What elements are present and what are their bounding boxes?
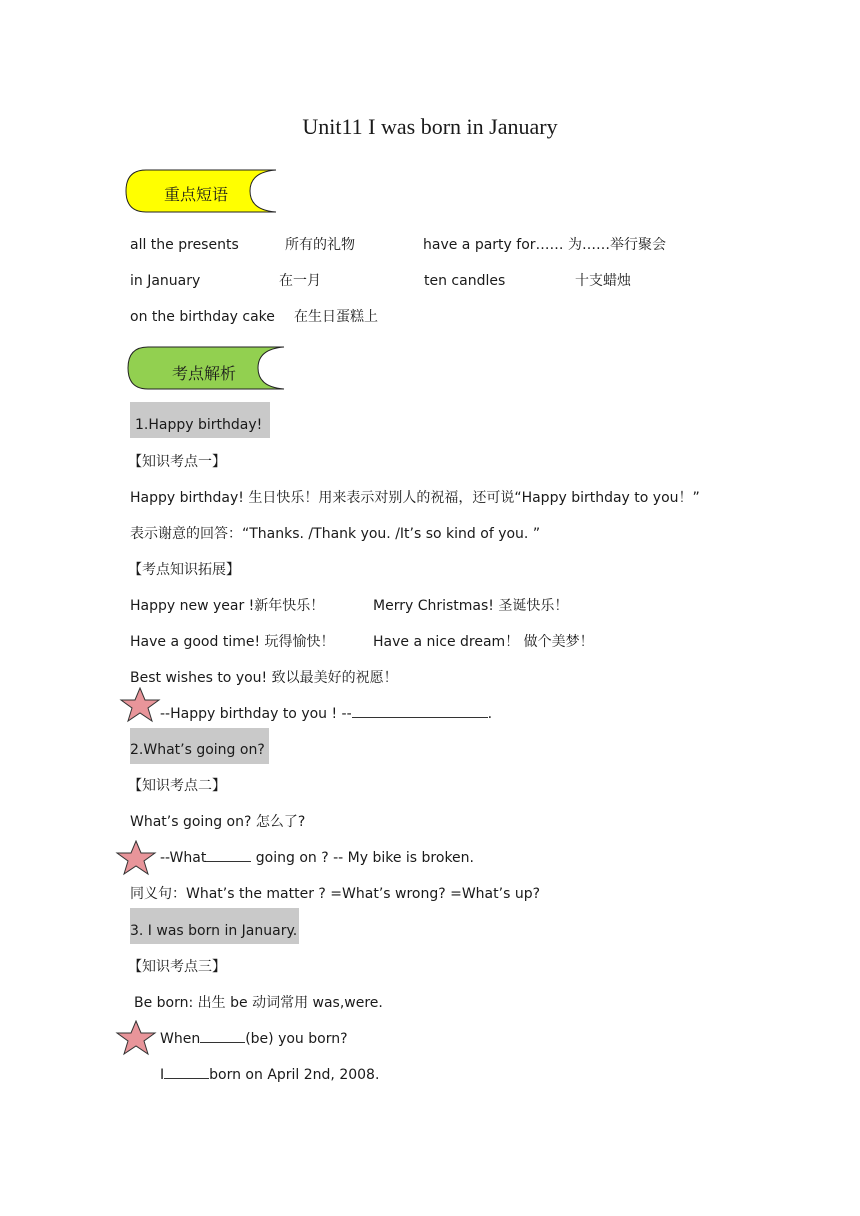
exercise-end: .	[487, 706, 493, 722]
explanation-line: Happy birthday! 生日快乐！用来表示对别人的祝福，还可说“Happy birthday to you！”	[130, 490, 700, 506]
explanation-line: What’s going on? 怎么了?	[130, 814, 306, 830]
phrase-zh: 十支蜡烛	[575, 273, 631, 289]
phrase-zh: 在生日蛋糕上	[294, 309, 378, 325]
point-tag: 【知识考点三】	[128, 959, 226, 975]
phrase-zh: 为……举行聚会	[568, 237, 666, 253]
exercise-text: I	[160, 1067, 165, 1083]
explanation-line: 表示谢意的回答：“Thanks. /Thank you. /It’s so kind of you. ”	[130, 526, 541, 542]
extension-item: Best wishes to you! 致以最美好的祝愿！	[130, 670, 398, 686]
extension-tag: 【考点知识拓展】	[128, 562, 240, 578]
extension-item: Have a good time! 玩得愉快！	[130, 634, 335, 650]
banner-label: 考点解析	[172, 364, 237, 383]
extension-item: Happy new year !新年快乐！	[130, 598, 325, 614]
exercise-line	[160, 1029, 348, 1049]
phrase-en: all the presents	[130, 237, 239, 253]
star-icon	[115, 840, 157, 876]
exercise-line	[160, 704, 492, 724]
phrase-en: have a party for……	[423, 237, 564, 253]
point-heading: 3. I was born in January.	[130, 908, 299, 944]
synonym-line: 同义句：What’s the matter ? =What’s wrong? =What’s up?	[130, 886, 541, 902]
star-icon	[115, 1020, 157, 1056]
point-heading: 2.What’s going on?	[130, 728, 269, 764]
exercise-text: --Happy birthday to you ! --	[160, 706, 352, 722]
extension-item: Merry Christmas! 圣诞快乐！	[373, 598, 569, 614]
point-tag: 【知识考点二】	[128, 778, 226, 794]
exercise-line	[160, 848, 474, 868]
answer-blank[interactable]	[200, 1042, 245, 1043]
page-title: Unit11 I was born in January	[302, 114, 558, 139]
answer-blank[interactable]	[352, 717, 488, 718]
section-banner-analysis	[126, 345, 292, 391]
exercise-text: born on April 2nd, 2008.	[209, 1067, 380, 1083]
point-tag: 【知识考点一】	[128, 454, 226, 470]
banner-label: 重点短语	[164, 185, 229, 204]
phrase-en: on the birthday cake	[130, 309, 275, 325]
answer-blank[interactable]	[206, 861, 251, 862]
phrase-en: ten candles	[424, 273, 506, 289]
section-banner-key-phrases	[124, 168, 284, 214]
exercise-line	[160, 1065, 379, 1085]
exercise-text: going on ? -- My bike is broken.	[251, 850, 474, 866]
extension-item: Have a nice dream！ 做个美梦！	[373, 634, 594, 650]
exercise-text: --What	[160, 850, 207, 866]
star-icon	[119, 687, 161, 723]
explanation-line: Be born: 出生 be 动词常用 was,were.	[134, 995, 383, 1011]
phrase-en: in January	[130, 273, 201, 289]
point-heading: 1.Happy birthday!	[130, 402, 270, 438]
exercise-text: When	[160, 1031, 201, 1047]
phrase-zh: 所有的礼物	[285, 237, 355, 253]
phrase-zh: 在一月	[279, 273, 321, 289]
answer-blank[interactable]	[164, 1078, 209, 1079]
exercise-text: (be) you born?	[245, 1031, 348, 1047]
